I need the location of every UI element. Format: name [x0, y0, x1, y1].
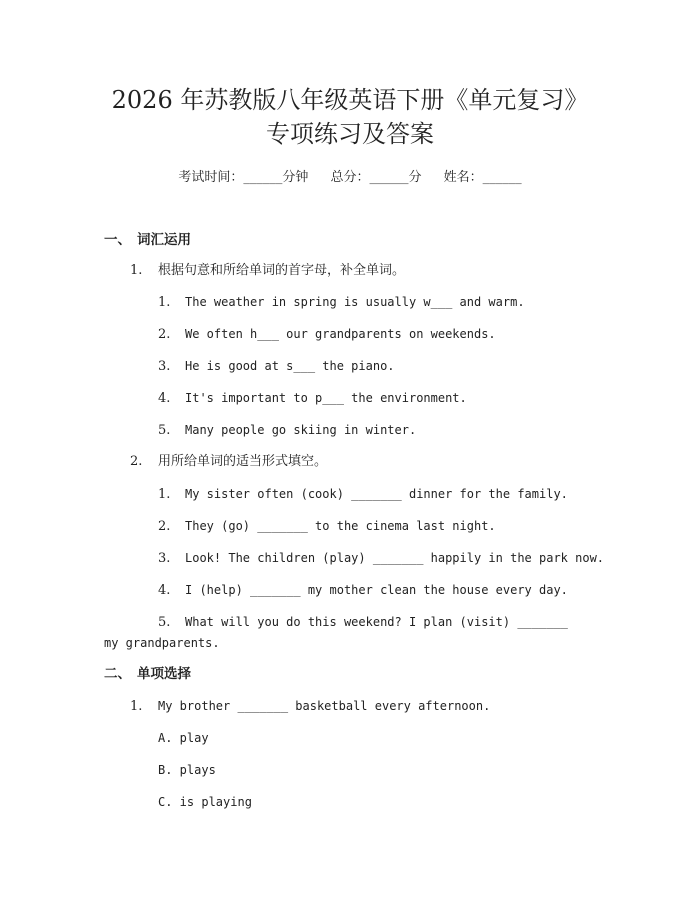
item-number: 2.: [158, 519, 171, 534]
item-number: 4.: [158, 583, 171, 598]
item-text: Look! The children (play) _______ happily in the park now.: [185, 551, 605, 565]
option-a: A. play: [158, 731, 209, 745]
item-number: 3.: [158, 551, 171, 566]
question-number: 1.: [130, 699, 143, 714]
item-number: 1.: [158, 295, 171, 310]
item-text: What will you do this weekend? I plan (visit) _______ my grandparents.: [104, 615, 568, 650]
item-text: They (go) _______ to the cinema last night.: [185, 519, 496, 533]
item-text: The weather in spring is usually w___ and warm.: [185, 295, 525, 309]
document-title-line1: 2026 年苏教版八年级英语下册《单元复习》: [111, 86, 589, 114]
exercise-item: [158, 324, 496, 345]
question-instruction: [130, 261, 405, 281]
question-text: 根据句意和所给单词的首字母，补全单词。: [158, 263, 406, 278]
section-title: 单项选择: [137, 666, 191, 682]
exercise-item: [104, 612, 584, 653]
section-heading-vocabulary: [104, 230, 191, 250]
option-c: C. is playing: [158, 795, 252, 809]
option-b: B. plays: [158, 763, 216, 777]
item-number: 3.: [158, 359, 171, 374]
section-number: 二、: [104, 666, 131, 682]
section-number: 一、: [104, 232, 131, 248]
exam-info: [0, 168, 700, 188]
exam-time-field: 考试时间：______分钟: [178, 170, 309, 185]
question-number: 1.: [130, 263, 143, 278]
question-text: 用所给单词的适当形式填空。: [158, 454, 328, 469]
question-instruction: [130, 452, 327, 472]
item-number: 4.: [158, 391, 171, 406]
item-text: Many people go skiing in winter.: [185, 423, 417, 437]
exercise-item: [158, 388, 467, 409]
item-text: It's important to p___ the environment.: [185, 391, 467, 405]
exercise-item: [158, 484, 568, 505]
choice-question: [130, 696, 490, 717]
question-number: 2.: [130, 454, 143, 469]
exercise-item: [158, 516, 496, 537]
item-text: I (help) _______ my mother clean the house every day.: [185, 583, 568, 597]
item-text: My sister often (cook) _______ dinner for the family.: [185, 487, 568, 501]
question-text: My brother _______ basketball every afternoon.: [158, 699, 491, 713]
item-number: 5.: [158, 615, 171, 630]
exercise-item: [158, 580, 568, 601]
exercise-item: [158, 356, 395, 377]
section-heading-multiple-choice: [104, 664, 191, 684]
item-number: 1.: [158, 487, 171, 502]
item-text: We often h___ our grandparents on weekends.: [185, 327, 496, 341]
exercise-item: [158, 292, 525, 313]
exercise-item: [158, 548, 604, 569]
exercise-item: [158, 420, 416, 441]
document-title-line2: 专项练习及答案: [266, 120, 434, 148]
total-score-field: 总分：______分: [330, 170, 422, 185]
section-title: 词汇运用: [137, 232, 191, 248]
item-number: 5.: [158, 423, 171, 438]
student-name-field: 姓名：______: [443, 170, 522, 185]
item-number: 2.: [158, 327, 171, 342]
item-text: He is good at s___ the piano.: [185, 359, 395, 373]
